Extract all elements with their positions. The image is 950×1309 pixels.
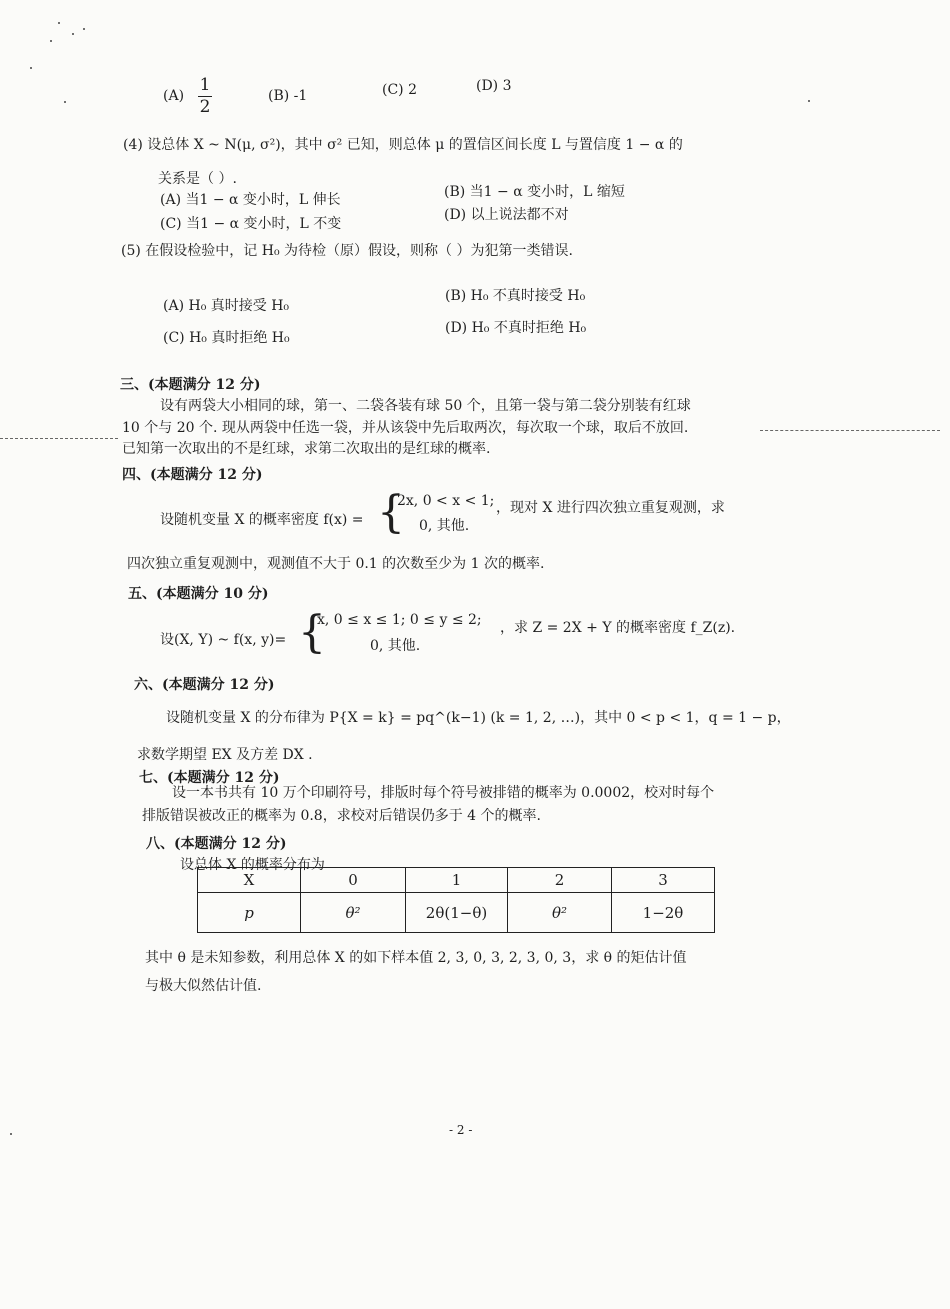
q5-option-a: (A) H₀ 真时接受 H₀	[163, 298, 290, 314]
piecewise-case: 2x, 0 < x < 1;	[397, 493, 495, 509]
q4-option-c: (C) 当1 − α 变小时，L 不变	[160, 216, 342, 232]
table-cell: 1−2θ	[612, 893, 715, 933]
q5-option-d: (D) H₀ 不真时拒绝 H₀	[445, 320, 587, 336]
section-6-text: 设随机变量 X 的分布律为 P{X = k} = pq^(k−1) (k = 1, 2, …)，其中 0 < p < 1，q = 1 − p，	[166, 710, 791, 726]
section-3-text: 设有两袋大小相同的球，第一、二袋各装有球 50 个，且第一袋与第二袋分别装有红球	[160, 398, 691, 414]
section-5-lead: 设(X, Y) ~ f(x, y)=	[160, 632, 287, 648]
scan-speck	[64, 101, 66, 103]
section-3-heading: 三、(本题满分 12 分)	[120, 377, 261, 393]
scan-speck	[808, 100, 810, 102]
fraction-denominator: 2	[199, 97, 211, 117]
page-number: - 2 -	[449, 1123, 473, 1137]
scan-speck	[83, 28, 85, 30]
scan-fold-line	[0, 438, 118, 439]
table-header-row	[198, 868, 715, 893]
q4-option-a: (A) 当1 − α 变小时，L 伸长	[160, 192, 341, 208]
section-7-text: 设一本书共有 10 万个印刷符号，排版时每个符号被排错的概率为 0.0002，校对时每个	[172, 785, 715, 801]
section-8-text: 其中 θ 是未知参数，利用总体 X 的如下样本值 2, 3, 0, 3, 2, 3, 0, 3，求 θ 的矩估计值	[145, 950, 687, 966]
section-7-heading: 七、(本题满分 12 分)	[139, 770, 280, 786]
piecewise-case: 0, 其他.	[419, 518, 470, 534]
q5-option-c: (C) H₀ 真时拒绝 H₀	[163, 330, 290, 346]
option-a-label: (A)	[163, 88, 185, 104]
option-a-fraction	[198, 77, 212, 116]
probability-distribution-table	[197, 867, 715, 933]
section-4-tail: ，现对 X 进行四次独立重复观测，求	[496, 500, 725, 516]
section-5-heading: 五、(本题满分 10 分)	[128, 586, 269, 602]
section-8-text: 与极大似然估计值.	[145, 978, 262, 994]
section-3-text: 已知第一次取出的不是红球，求第二次取出的是红球的概率.	[122, 441, 491, 457]
q4-stem-cont: 关系是（ ）.	[158, 171, 237, 187]
section-6-heading: 六、(本题满分 12 分)	[134, 677, 275, 693]
table-cell: 0	[301, 868, 406, 893]
option-b: (B) -1	[268, 88, 308, 104]
table-cell: θ²	[301, 893, 406, 933]
piecewise-brace: {	[298, 607, 326, 658]
section-3-text: 10 个与 20 个. 现从两袋中任选一袋，并从该袋中先后取两次，每次取一个球，取后不放回.	[122, 420, 689, 436]
section-5-tail: ，求 Z = 2X + Y 的概率密度 f_Z(z).	[500, 620, 736, 636]
section-8-intro: 设总体 X 的概率分布为	[180, 857, 325, 873]
q4-stem: (4) 设总体 X ~ N(μ, σ²)，其中 σ² 已知，则总体 μ 的置信区间长度 L 与置信度 1 − α 的	[123, 137, 683, 153]
scan-speck	[58, 22, 60, 24]
table-cell: 2	[508, 868, 612, 893]
scan-speck	[50, 40, 52, 42]
q4-option-d: (D) 以上说法都不对	[444, 207, 569, 223]
section-7-text: 排版错误被改正的概率为 0.8，求校对后错误仍多于 4 个的概率.	[142, 808, 541, 824]
option-c: (C) 2	[382, 82, 417, 98]
table-cell: p	[198, 893, 301, 933]
piecewise-case: 0, 其他.	[370, 638, 421, 654]
fraction-numerator: 1	[199, 75, 211, 95]
section-4-lead: 设随机变量 X 的概率密度 f(x) =	[160, 512, 364, 528]
scan-speck	[30, 67, 32, 69]
scan-speck	[72, 33, 74, 35]
scan-speck	[10, 1133, 12, 1135]
table-row	[198, 893, 715, 933]
table-cell: 2θ(1−θ)	[406, 893, 508, 933]
section-6-text: 求数学期望 EX 及方差 DX .	[137, 747, 313, 763]
scan-fold-line	[760, 430, 940, 431]
table-cell: 1	[406, 868, 508, 893]
section-4-heading: 四、(本题满分 12 分)	[122, 467, 263, 483]
table-cell: X	[198, 868, 301, 893]
section-4-text: 四次独立重复观测中，观测值不大于 0.1 的次数至少为 1 次的概率.	[127, 556, 545, 572]
piecewise-case: x, 0 ≤ x ≤ 1; 0 ≤ y ≤ 2;	[317, 612, 482, 628]
table-cell: 3	[612, 868, 715, 893]
section-8-heading: 八、(本题满分 12 分)	[146, 836, 287, 852]
q5-stem: (5) 在假设检验中，记 H₀ 为待检（原）假设，则称（ ）为犯第一类错误.	[121, 243, 573, 259]
table-cell: θ²	[508, 893, 612, 933]
q5-option-b: (B) H₀ 不真时接受 H₀	[445, 288, 586, 304]
piecewise-brace: {	[377, 487, 405, 538]
option-d: (D) 3	[476, 78, 512, 94]
q4-option-b: (B) 当1 − α 变小时，L 缩短	[444, 184, 625, 200]
